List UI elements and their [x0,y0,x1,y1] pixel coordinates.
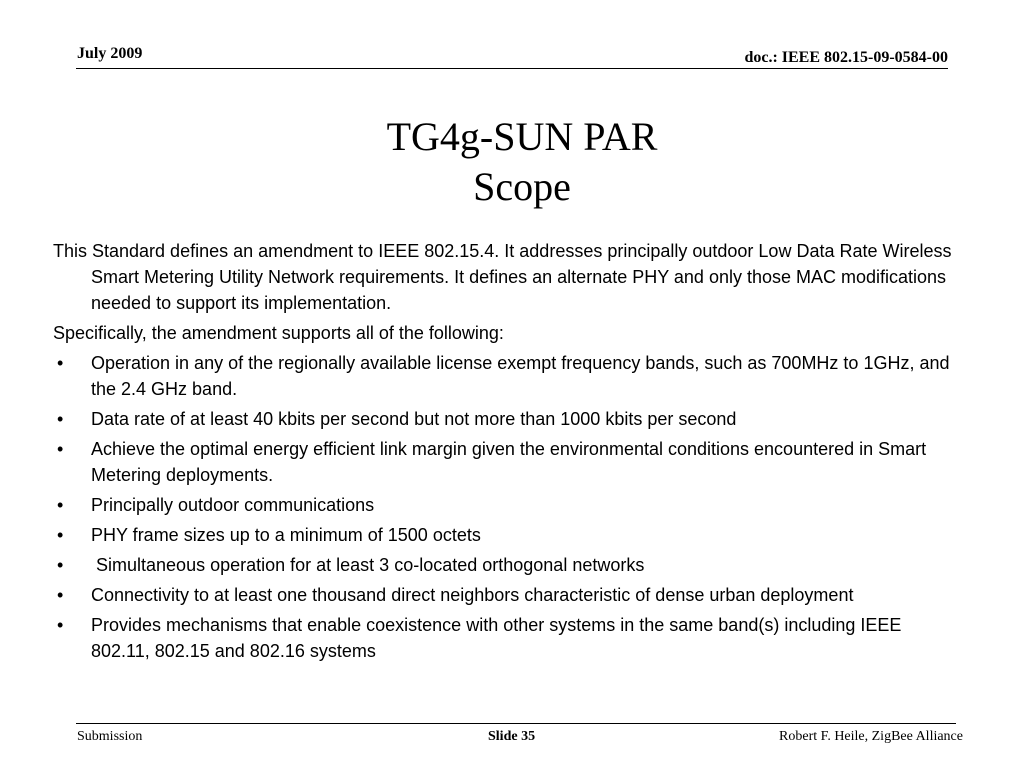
bullet-text: Principally outdoor communications [91,495,375,515]
bullet-text: PHY frame sizes up to a minimum of 1500 octets [91,525,481,545]
bullet-item [53,612,953,664]
slide-body [53,238,953,668]
bullet-item [53,582,953,608]
bullet-item [53,436,953,488]
header-doc-id: doc.: IEEE 802.15-09-0584-00 [744,49,948,66]
bullet-item [53,350,953,402]
bullet-dot: • [57,615,64,635]
lead-paragraph: Specifically, the amendment supports all of the following: [53,323,504,343]
bullet-dot: • [57,409,64,429]
footer-author: Robert F. Heile, ZigBee Alliance [779,729,963,744]
header-divider [76,68,948,69]
bullet-text: Achieve the optimal energy efficient link margin given the environmental conditions encountered in Smart Metering deployments. [91,439,927,485]
bullet-dot: • [57,495,64,515]
bullet-dot: • [57,525,64,545]
bullet-item [53,552,953,578]
footer-slide-number: Slide 35 [488,729,536,744]
bullet-item [53,492,953,518]
bullet-text: Connectivity to at least one thousand direct neighbors characteristic of dense urban deployment [91,585,854,605]
bullet-dot: • [57,439,64,459]
bullet-dot: • [57,353,64,373]
header-date: July 2009 [77,45,143,62]
bullet-text: Simultaneous operation for at least 3 co-located orthogonal networks [91,555,645,575]
footer-submission: Submission [77,729,143,744]
bullet-item [53,522,953,548]
intro-paragraph: This Standard defines an amendment to IEEE 802.15.4. It addresses principally outdoor Low Data Rate Wireless Smart Metering Utility Network requirements. It defines an alternate PHY and only those MAC modifications needed to support its implementation. [53,241,952,313]
bullet-item [53,406,953,432]
title-line-1: TG4g-SUN PAR [386,114,658,159]
slide-title [0,112,1024,212]
bullet-text: Operation in any of the regionally available license exempt frequency bands, such as 700MHz to 1GHz, and the 2.4 GHz band. [91,353,950,399]
bullet-dot: • [57,585,64,605]
bullet-dot: • [57,555,64,575]
title-line-2: Scope [473,164,571,209]
bullet-text: Provides mechanisms that enable coexistence with other systems in the same band(s) including IEEE 802.11, 802.15 and 802.16 systems [91,615,902,661]
bullet-text: Data rate of at least 40 kbits per second but not more than 1000 kbits per second [91,409,737,429]
footer-divider [76,723,956,724]
